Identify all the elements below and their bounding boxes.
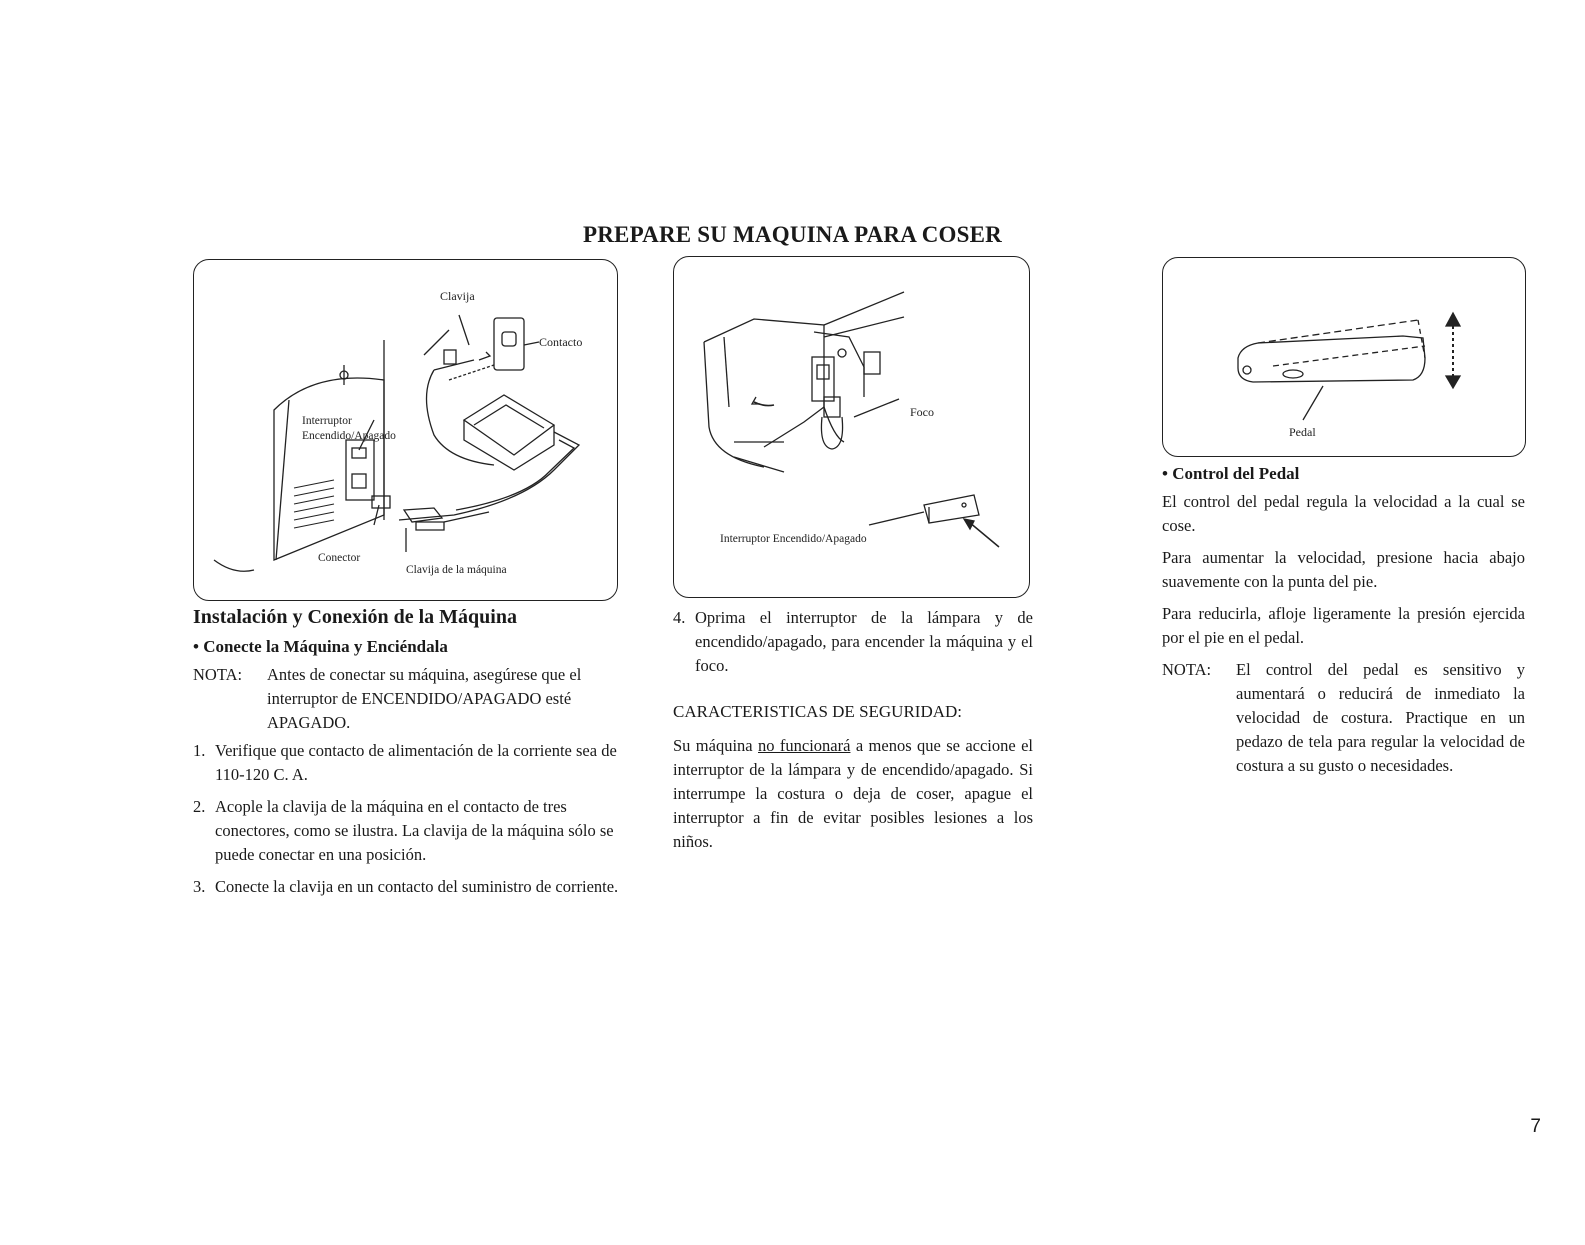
label-pedal: Pedal (1289, 425, 1316, 439)
emphasis-no-funcionara: no funcionará (758, 736, 851, 755)
nota-label: NOTA: (193, 665, 243, 684)
list-item: 2. Acople la clavija de la máquina en el contacto de tres conectores, como se ilustra. La clavija de la máquina sólo se puede conectar en una posición. (193, 797, 614, 864)
connection-steps-list (193, 739, 620, 899)
section-heading-instalacion: Instalación y Conexión de la Máquina (193, 606, 517, 628)
safety-paragraph: Su máquina no funcionará a menos que se accione el interruptor de la lámpara y de encendido/apagado. Si interrumpe la costura o deja de coser, apague el interruptor a fin de evitar posibles lesiones a los niños. (673, 736, 1034, 851)
nota-block-1 (193, 663, 620, 735)
pedal-paragraph-2: Para aumentar la velocidad, presione hacia abajo suavemente con la punta del pie. (1162, 548, 1525, 591)
label-conector: Conector (318, 552, 361, 564)
nota-label: NOTA: (1162, 660, 1212, 679)
label-interruptor-encendido: Interruptor Encendido/Apagado (720, 533, 867, 545)
step-4 (673, 606, 1033, 678)
foot-pedal-illustration (1163, 258, 1525, 456)
label-foco: Foco (910, 405, 934, 419)
label-clavija: Clavija (440, 289, 475, 303)
machine-connection-illustration (194, 260, 617, 600)
pedal-paragraph-1: El control del pedal regula la velocidad a la cual se cose. (1162, 492, 1525, 535)
nota-text: Antes de conectar su máquina, asegúrese que el interruptor de ENCENDIDO/APAGADO esté APAGADO. (267, 665, 582, 732)
nota-block-2 (1162, 658, 1525, 778)
nota-text: El control del pedal es sensitivo y aumentará o reducirá de inmediato la velocidad de costura. Practique en un pedazo de tela para regular la velocidad de costura a su gusto o necesidades. (1236, 660, 1525, 775)
subheading-control-pedal: • Control del Pedal (1162, 464, 1300, 483)
column-3-text (1162, 464, 1525, 778)
step-4-number: 4. (673, 608, 686, 627)
label-contacto: Contacto (539, 335, 583, 349)
page-title: PREPARE SU MAQUINA PARA COSER (583, 222, 1002, 247)
figure-lamp-switch (673, 256, 1030, 598)
page-number: 7 (1530, 1116, 1541, 1137)
label-interruptor-line2: Encendido/Apagado (302, 430, 396, 442)
label-clavija-maquina: Clavija de la máquina (406, 564, 507, 576)
step-4-text: Oprima el interruptor de la lámpara y de encendido/apagado, para encender la máquina y el foco. (695, 608, 1033, 675)
list-item: 1. Verifique que contacto de alimentación de la corriente sea de 110-120 C. A. (193, 741, 617, 784)
column-2-text (673, 606, 1033, 854)
lamp-switch-illustration (674, 257, 1029, 597)
list-item: 3. Conecte la clavija en un contacto del suministro de corriente. (193, 877, 619, 896)
subheading-conecte: • Conecte la Máquina y Enciéndala (193, 637, 448, 656)
safety-heading: CARACTERISTICAS DE SEGURIDAD: (673, 702, 963, 721)
pedal-paragraph-3: Para reducirla, afloje ligeramente la presión ejercida por el pie en el pedal. (1162, 604, 1525, 647)
column-1-text (193, 606, 620, 907)
label-interruptor-line1: Interruptor (302, 415, 352, 427)
figure-machine-connection (193, 259, 618, 601)
figure-foot-pedal (1162, 257, 1526, 457)
